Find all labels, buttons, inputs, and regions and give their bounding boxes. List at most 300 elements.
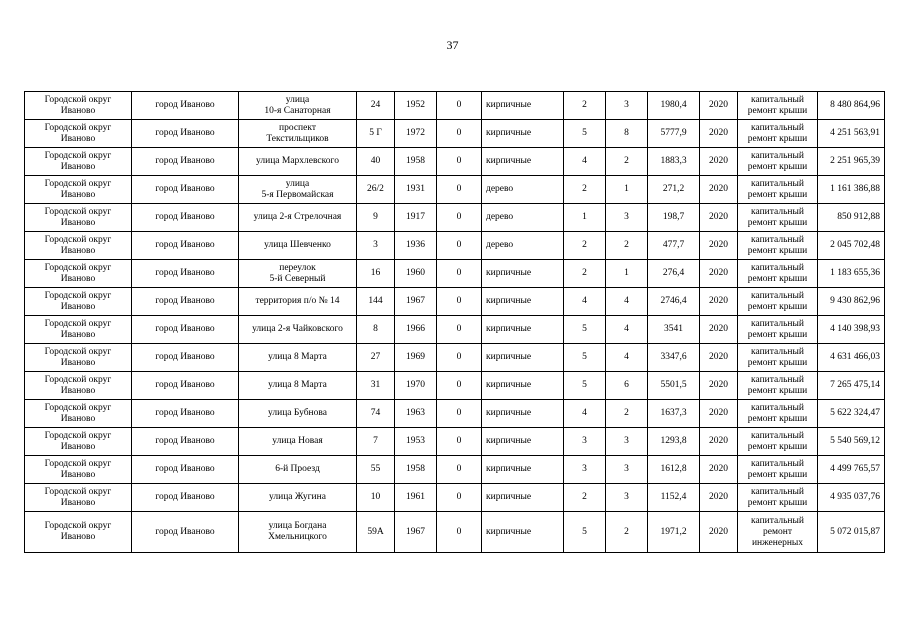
city-cell [132,456,239,484]
work-type-cell-text: капитальный ремонт крыши [747,150,808,172]
street-cell-text: улица Мархлевского [256,156,339,166]
floors-cell-text: 5 [582,324,587,334]
entrances-cell [606,232,648,260]
house-number-cell [357,120,395,148]
house-number-cell [357,204,395,232]
work-type-cell-text: капитальный ремонт крыши [747,486,808,508]
table-row [25,344,885,372]
plan-year-cell-text: 2020 [709,526,728,537]
house-number-cell [357,148,395,176]
zero-value-cell [437,260,482,288]
work-type-cell-text: капитальный ремонт крыши [747,318,808,340]
year-built-cell [395,484,437,512]
year-built-cell [395,288,437,316]
street-cell-text: проспект Текстильщиков [266,122,329,144]
year-built-cell [395,316,437,344]
year-built-cell [395,176,437,204]
area-cell-text: 1293,8 [660,436,687,446]
district-cell-text: Городской округ Иваново [44,521,112,542]
street-cell-text: улица Бубнова [268,408,327,418]
wall-material-cell-text: дерево [486,212,514,222]
floors-cell [564,232,606,260]
table-row [25,456,885,484]
plan-year-cell [700,400,738,428]
wall-material-cell-text: кирпичные [486,464,532,474]
house-number-cell-text: 26/2 [367,184,384,194]
cost-cell [818,512,885,553]
entrances-cell [606,204,648,232]
area-cell-text: 1612,8 [660,464,687,474]
work-type-cell [738,176,818,204]
city-cell-text: город Иваново [155,212,215,222]
work-type-cell-text: капитальный ремонт крыши [747,346,808,368]
house-number-cell-text: 16 [370,268,381,278]
entrances-cell [606,512,648,553]
year-built-cell [395,344,437,372]
street-cell-text: улица 10-я Санаторная [264,94,331,116]
district-cell-text: Городской округ Иваново [44,402,112,424]
area-cell [648,484,700,512]
floors-cell [564,148,606,176]
entrances-cell-text: 2 [624,526,629,537]
year-built-cell-text: 1953 [406,436,425,446]
entrances-cell [606,260,648,288]
plan-year-cell [700,176,738,204]
zero-value-cell-text: 0 [456,268,462,278]
house-number-cell [357,316,395,344]
cost-cell-text: 7 265 475,14 [830,380,880,390]
cost-cell [818,428,885,456]
year-built-cell-text: 1967 [406,526,425,537]
street-cell-text: улица 2-я Стрелочная [253,212,342,222]
cost-cell [818,148,885,176]
district-cell [25,120,132,148]
work-type-cell [738,92,818,120]
district-cell-text: Городской округ Иваново [44,178,112,200]
work-type-cell [738,428,818,456]
wall-material-cell-text: кирпичные [486,436,532,446]
plan-year-cell [700,260,738,288]
floors-cell [564,288,606,316]
year-built-cell-text: 1960 [406,268,425,278]
plan-year-cell-text: 2020 [709,128,728,138]
year-built-cell-text: 1931 [406,184,425,194]
entrances-cell [606,344,648,372]
year-built-cell-text: 1917 [406,212,425,222]
floors-cell [564,204,606,232]
city-cell-text: город Иваново [155,408,215,418]
cost-cell-text: 5 540 569,12 [830,436,880,446]
district-cell-text: Городской округ Иваново [44,290,112,312]
work-type-cell [738,344,818,372]
wall-material-cell [482,400,564,428]
floors-cell [564,372,606,400]
zero-value-cell [437,288,482,316]
work-type-cell-text: капитальный ремонт крыши [747,262,808,284]
plan-year-cell-text: 2020 [709,100,728,110]
cost-cell-text: 4 251 563,91 [830,128,880,138]
district-cell [25,92,132,120]
entrances-cell-text: 8 [624,128,629,138]
district-cell-text: Городской округ Иваново [44,486,112,508]
plan-year-cell-text: 2020 [709,240,728,250]
district-cell [25,344,132,372]
table-row [25,484,885,512]
work-type-cell [738,372,818,400]
house-number-cell-text: 27 [370,352,381,362]
work-type-cell [738,260,818,288]
plan-year-cell-text: 2020 [709,324,728,334]
floors-cell [564,400,606,428]
zero-value-cell-text: 0 [456,212,462,222]
area-cell [648,204,700,232]
area-cell-text: 2746,4 [660,296,687,306]
district-cell [25,204,132,232]
table-row [25,232,885,260]
entrances-cell [606,484,648,512]
floors-cell [564,428,606,456]
area-cell [648,400,700,428]
cost-cell-text: 5 072 015,87 [830,526,880,537]
table-row [25,260,885,288]
year-built-cell-text: 1966 [406,324,425,334]
district-cell [25,512,132,553]
zero-value-cell [437,456,482,484]
area-cell [648,148,700,176]
district-cell [25,372,132,400]
floors-cell [564,484,606,512]
work-type-cell [738,512,818,553]
house-number-cell [357,260,395,288]
plan-year-cell-text: 2020 [709,408,728,418]
street-cell [239,204,357,232]
area-cell-text: 1883,3 [660,156,687,166]
plan-year-cell-text: 2020 [709,268,728,278]
table-body [25,92,885,553]
year-built-cell [395,120,437,148]
cost-cell [818,456,885,484]
house-number-cell-text: 3 [373,240,378,250]
area-cell [648,344,700,372]
house-number-cell [357,456,395,484]
area-cell-text: 1637,3 [660,408,687,418]
area-cell [648,92,700,120]
city-cell-text: город Иваново [155,156,215,166]
wall-material-cell [482,344,564,372]
zero-value-cell [437,120,482,148]
area-cell-text: 3541 [664,324,683,334]
wall-material-cell [482,484,564,512]
plan-year-cell [700,372,738,400]
street-cell [239,344,357,372]
year-built-cell-text: 1952 [406,100,425,110]
floors-cell-text: 2 [582,240,587,250]
city-cell-text: город Иваново [155,324,215,334]
zero-value-cell [437,512,482,553]
house-number-cell-text: 55 [370,464,381,474]
year-built-cell-text: 1969 [406,352,425,362]
city-cell [132,260,239,288]
house-number-cell [357,232,395,260]
plan-year-cell-text: 2020 [709,464,728,474]
city-cell [132,484,239,512]
area-cell [648,120,700,148]
plan-year-cell-text: 2020 [709,436,728,446]
house-number-cell [357,344,395,372]
cost-cell [818,232,885,260]
entrances-cell [606,176,648,204]
entrances-cell-text: 3 [624,100,629,110]
street-cell-text: улица 5-я Первомайская [261,178,334,200]
work-type-cell-text: капитальный ремонт крыши [747,234,808,256]
house-number-cell-text: 10 [370,492,381,502]
floors-cell [564,260,606,288]
work-type-cell-text: капитальный ремонт крыши [747,94,808,116]
city-cell [132,344,239,372]
entrances-cell-text: 2 [624,408,629,418]
house-number-cell [357,484,395,512]
wall-material-cell-text: кирпичные [486,352,532,362]
zero-value-cell-text: 0 [456,408,462,418]
cost-cell [818,484,885,512]
year-built-cell-text: 1963 [406,408,425,418]
district-cell-text: Городской округ Иваново [44,122,112,144]
work-type-cell [738,316,818,344]
wall-material-cell-text: дерево [486,184,514,194]
floors-cell-text: 2 [582,184,587,194]
table-row [25,288,885,316]
street-cell-text: территория п/о № 14 [255,296,340,306]
zero-value-cell [437,372,482,400]
city-cell [132,288,239,316]
district-cell [25,176,132,204]
zero-value-cell-text: 0 [456,324,462,334]
city-cell-text: город Иваново [155,464,215,474]
cost-cell-text: 2 251 965,39 [830,156,880,166]
city-cell-text: город Иваново [155,268,215,278]
work-type-cell [738,400,818,428]
street-cell [239,400,357,428]
plan-year-cell-text: 2020 [709,352,728,362]
plan-year-cell [700,344,738,372]
table-row [25,120,885,148]
zero-value-cell-text: 0 [456,436,462,446]
street-cell-text: улица Богдана Хмельницкого [268,521,327,542]
area-cell [648,428,700,456]
wall-material-cell-text: кирпичные [486,492,532,502]
street-cell [239,232,357,260]
zero-value-cell-text: 0 [456,526,462,537]
district-cell [25,484,132,512]
district-cell [25,288,132,316]
street-cell-text: переулок 5-й Северный [269,262,326,284]
area-cell [648,456,700,484]
city-cell [132,120,239,148]
district-cell-text: Городской округ Иваново [44,262,112,284]
work-type-cell [738,456,818,484]
cost-cell [818,400,885,428]
city-cell [132,204,239,232]
year-built-cell [395,428,437,456]
cost-cell-text: 4 935 037,76 [830,492,880,502]
entrances-cell-text: 4 [624,324,629,334]
area-cell-text: 1152,4 [660,492,687,502]
street-cell [239,176,357,204]
plan-year-cell [700,288,738,316]
street-cell-text: 6-й Проезд [275,464,320,474]
plan-year-cell [700,428,738,456]
floors-cell-text: 4 [582,156,587,166]
area-cell-text: 3347,6 [660,352,687,362]
district-cell-text: Городской округ Иваново [44,150,112,172]
district-cell [25,148,132,176]
plan-year-cell [700,204,738,232]
table-row [25,92,885,120]
zero-value-cell [437,344,482,372]
zero-value-cell-text: 0 [456,464,462,474]
wall-material-cell-text: кирпичные [486,128,532,138]
house-number-cell-text: 144 [368,296,383,306]
plan-year-cell-text: 2020 [709,296,728,306]
wall-material-cell [482,232,564,260]
street-cell [239,260,357,288]
plan-year-cell-text: 2020 [709,380,728,390]
plan-year-cell [700,456,738,484]
floors-cell [564,92,606,120]
wall-material-cell [482,316,564,344]
year-built-cell [395,232,437,260]
house-number-cell-text: 24 [370,100,381,110]
table-row [25,428,885,456]
work-type-cell [738,232,818,260]
table-row [25,372,885,400]
area-cell [648,316,700,344]
year-built-cell-text: 1958 [406,464,425,474]
zero-value-cell-text: 0 [456,156,462,166]
year-built-cell [395,400,437,428]
street-cell [239,92,357,120]
entrances-cell-text: 4 [624,352,629,362]
cost-cell [818,316,885,344]
work-type-cell-text: капитальный ремонт крыши [747,122,808,144]
zero-value-cell [437,400,482,428]
plan-year-cell [700,232,738,260]
entrances-cell [606,92,648,120]
plan-year-cell [700,512,738,553]
zero-value-cell [437,204,482,232]
entrances-cell-text: 2 [624,156,629,166]
wall-material-cell [482,92,564,120]
cost-cell [818,120,885,148]
entrances-cell-text: 1 [624,268,629,278]
table-row [25,176,885,204]
work-type-cell [738,204,818,232]
work-type-cell-text: капитальный ремонт крыши [747,430,808,452]
district-cell-text: Городской округ Иваново [44,206,112,228]
wall-material-cell-text: кирпичные [486,156,532,166]
area-cell-text: 198,7 [662,212,685,222]
floors-cell-text: 5 [582,526,587,537]
zero-value-cell-text: 0 [456,492,462,502]
wall-material-cell [482,176,564,204]
wall-material-cell [482,512,564,553]
city-cell-text: город Иваново [155,526,215,537]
table-row [25,400,885,428]
area-cell-text: 1971,2 [660,526,687,537]
cost-cell [818,176,885,204]
table-row [25,204,885,232]
year-built-cell-text: 1972 [406,128,425,138]
zero-value-cell [437,428,482,456]
entrances-cell-text: 3 [624,492,629,502]
street-cell-text: улица Шевченко [264,240,331,250]
cost-cell-text: 8 480 864,96 [830,100,880,110]
area-cell [648,288,700,316]
cost-cell [818,92,885,120]
house-number-cell-text: 59А [367,526,384,537]
cost-cell-text: 4 499 765,57 [830,464,880,474]
floors-cell-text: 2 [582,100,587,110]
street-cell-text: улица 2-я Чайковского [252,324,343,334]
floors-cell [564,176,606,204]
work-type-cell [738,484,818,512]
cost-cell [818,372,885,400]
district-cell-text: Городской округ Иваново [44,346,112,368]
street-cell-text: улица 8 Марта [268,380,327,390]
district-cell [25,428,132,456]
wall-material-cell-text: кирпичные [486,408,532,418]
area-cell-text: 5501,5 [660,380,687,390]
area-cell [648,372,700,400]
wall-material-cell [482,372,564,400]
street-cell-text: улица Новая [272,436,323,446]
wall-material-cell [482,120,564,148]
street-cell [239,428,357,456]
floors-cell [564,120,606,148]
cost-cell-text: 9 430 862,96 [830,296,880,306]
entrances-cell-text: 3 [624,464,629,474]
floors-cell-text: 3 [582,464,587,474]
year-built-cell [395,148,437,176]
entrances-cell-text: 3 [624,212,629,222]
entrances-cell [606,120,648,148]
year-built-cell [395,204,437,232]
cost-cell-text: 2 045 702,48 [830,240,880,250]
zero-value-cell-text: 0 [456,184,462,194]
zero-value-cell [437,92,482,120]
area-cell [648,232,700,260]
house-number-cell-text: 7 [373,436,378,446]
entrances-cell-text: 6 [624,380,629,390]
street-cell [239,288,357,316]
house-number-cell [357,428,395,456]
plan-year-cell [700,120,738,148]
street-cell [239,316,357,344]
work-type-cell-text: капитальный ремонт инженерных [751,515,804,548]
entrances-cell [606,148,648,176]
street-cell-text: улица 8 Марта [268,352,327,362]
entrances-cell-text: 4 [624,296,629,306]
zero-value-cell [437,232,482,260]
house-number-cell-text: 31 [370,380,381,390]
floors-cell [564,316,606,344]
plan-year-cell-text: 2020 [709,492,728,502]
floors-cell [564,512,606,553]
year-built-cell [395,92,437,120]
area-cell [648,176,700,204]
floors-cell-text: 5 [582,380,587,390]
zero-value-cell-text: 0 [456,296,462,306]
